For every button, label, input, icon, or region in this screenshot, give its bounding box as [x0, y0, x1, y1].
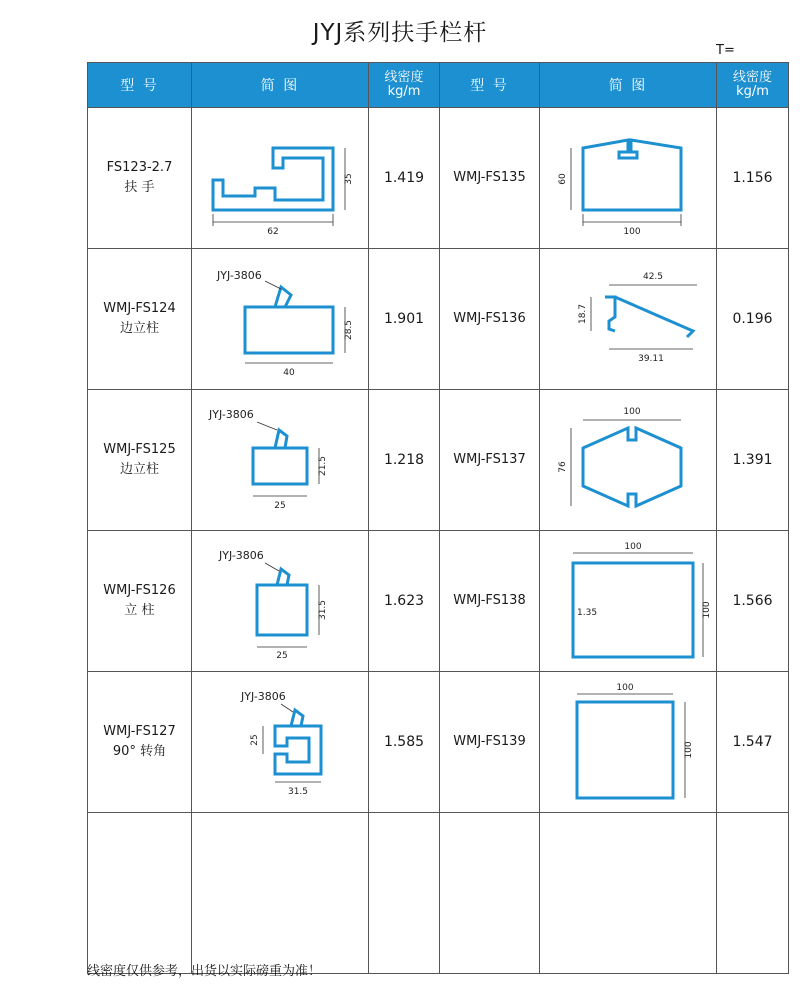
model-code: WMJ-FS137 [453, 452, 526, 467]
density-cell [717, 108, 789, 249]
profile-drawing-fs138 [543, 541, 713, 661]
table-row [88, 531, 789, 672]
model-code: WMJ-FS127 [103, 724, 176, 739]
drawing-cell [192, 672, 369, 813]
t-mark: T= [716, 43, 735, 58]
header-model-right: 型 号 [440, 63, 540, 108]
density-cell [717, 672, 789, 813]
header-row [88, 63, 789, 108]
dim-width: 100 [623, 227, 641, 237]
model-cell [88, 249, 192, 390]
density-value: 1.585 [383, 734, 425, 750]
drawing-cell [540, 531, 717, 672]
empty-cell [192, 813, 369, 974]
dim-height: 28.5 [344, 319, 354, 341]
model-cell [440, 672, 540, 813]
table-row [88, 390, 789, 531]
profile-drawing-fs125 [195, 400, 365, 520]
drawing-cell [192, 108, 369, 249]
empty-cell [369, 813, 440, 974]
dim-width: 100 [616, 683, 634, 693]
model-cell [440, 531, 540, 672]
density-cell [369, 531, 440, 672]
header-density-label: 线密度 [384, 70, 424, 85]
density-cell [369, 390, 440, 531]
density-value: 0.196 [732, 311, 773, 327]
density-value: 1.623 [383, 593, 425, 609]
profile-drawing-fs127 [195, 682, 365, 802]
drawing-cell [540, 390, 717, 531]
dim-height: 18.7 [578, 303, 588, 325]
page-title: JYJ系列扶手栏杆 [312, 20, 488, 46]
density-cell [369, 249, 440, 390]
header-drawing-right: 简 图 [540, 63, 717, 108]
dim-width: 100 [624, 542, 642, 552]
drawing-cell [540, 672, 717, 813]
density-value: 1.218 [383, 452, 425, 468]
model-code: WMJ-FS125 [103, 442, 176, 457]
drawing-cell [192, 249, 369, 390]
footer-note: 线密度仅供参考，出货以实际磅重为准！ [87, 964, 322, 979]
model-code: WMJ-FS124 [103, 301, 176, 316]
profile-drawing-fs135 [543, 118, 713, 238]
table-row [88, 672, 789, 813]
model-code: WMJ-FS135 [453, 170, 526, 185]
profile-drawing-fs137 [543, 400, 713, 520]
drawing-cell [540, 108, 717, 249]
empty-cell [717, 813, 789, 974]
density-value: 1.547 [732, 734, 773, 750]
model-desc: 边立柱 [119, 462, 159, 477]
empty-cell [88, 813, 192, 974]
dim-height: 35 [344, 173, 354, 185]
dim-height: 31.5 [318, 599, 328, 621]
model-cell [88, 672, 192, 813]
model-code: FS123-2.7 [106, 160, 173, 175]
density-cell [369, 672, 440, 813]
header-drawing: 简 图 [192, 63, 369, 108]
density-cell [717, 531, 789, 672]
model-cell [440, 390, 540, 531]
profile-drawing-fs136 [543, 259, 713, 379]
dim-height: 60 [558, 173, 568, 185]
dim-height: 25 [250, 734, 260, 746]
dim-width: 25 [276, 651, 288, 661]
dim-top: 42.5 [642, 272, 664, 282]
part-tag: JYJ-3806 [217, 269, 262, 282]
catalog-table [87, 62, 789, 974]
model-desc: 90° 转角 [112, 744, 167, 759]
density-value: 1.156 [732, 170, 773, 186]
dim-width: 25 [274, 501, 286, 511]
density-value: 1.901 [383, 311, 425, 327]
density-cell [717, 390, 789, 531]
part-tag: JYJ-3806 [209, 408, 254, 421]
header-model: 型 号 [88, 63, 192, 108]
density-cell [369, 108, 440, 249]
table-row-empty [88, 813, 789, 974]
density-value: 1.419 [383, 170, 425, 186]
model-cell [88, 108, 192, 249]
dim-height: 76 [558, 461, 568, 473]
model-desc: 立 柱 [124, 603, 155, 618]
model-code: WMJ-FS136 [453, 311, 526, 326]
header-density [369, 63, 440, 108]
drawing-cell [192, 390, 369, 531]
dim-width: 100 [623, 407, 641, 417]
dim-height: 100 [684, 741, 694, 759]
dim-width: 40 [283, 368, 295, 378]
dim-bottom: 39.11 [638, 354, 664, 364]
header-density-unit: kg/m [387, 84, 421, 99]
header-density-right [717, 63, 789, 108]
dim-width: 62 [267, 227, 279, 237]
model-code: WMJ-FS138 [453, 593, 526, 608]
drawing-cell [192, 531, 369, 672]
profile-drawing-fs139 [543, 682, 713, 802]
dim-width: 31.5 [287, 787, 309, 797]
header-density-unit-right: kg/m [736, 84, 769, 99]
density-cell [717, 249, 789, 390]
drawing-cell [540, 249, 717, 390]
part-tag: JYJ-3806 [219, 549, 264, 562]
table-row [88, 249, 789, 390]
model-cell [88, 531, 192, 672]
model-cell [440, 249, 540, 390]
part-tag: JYJ-3806 [241, 690, 286, 703]
model-code: WMJ-FS126 [103, 583, 176, 598]
empty-cell [540, 813, 717, 974]
density-value: 1.566 [732, 593, 773, 609]
profile-drawing-fs126 [195, 541, 365, 661]
header-density-label-right: 线密度 [732, 70, 772, 85]
profile-drawing-fs123 [195, 118, 365, 238]
model-desc: 边立柱 [119, 321, 159, 336]
model-cell [88, 390, 192, 531]
empty-cell [440, 813, 540, 974]
dim-wall: 1.35 [577, 608, 598, 618]
table-row [88, 108, 789, 249]
dim-height: 21.5 [318, 455, 328, 477]
density-value: 1.391 [732, 452, 773, 468]
dim-height: 100 [702, 601, 712, 619]
model-cell [440, 108, 540, 249]
profile-drawing-fs124 [195, 259, 365, 379]
model-code: WMJ-FS139 [453, 734, 526, 749]
model-desc: 扶 手 [124, 180, 155, 195]
